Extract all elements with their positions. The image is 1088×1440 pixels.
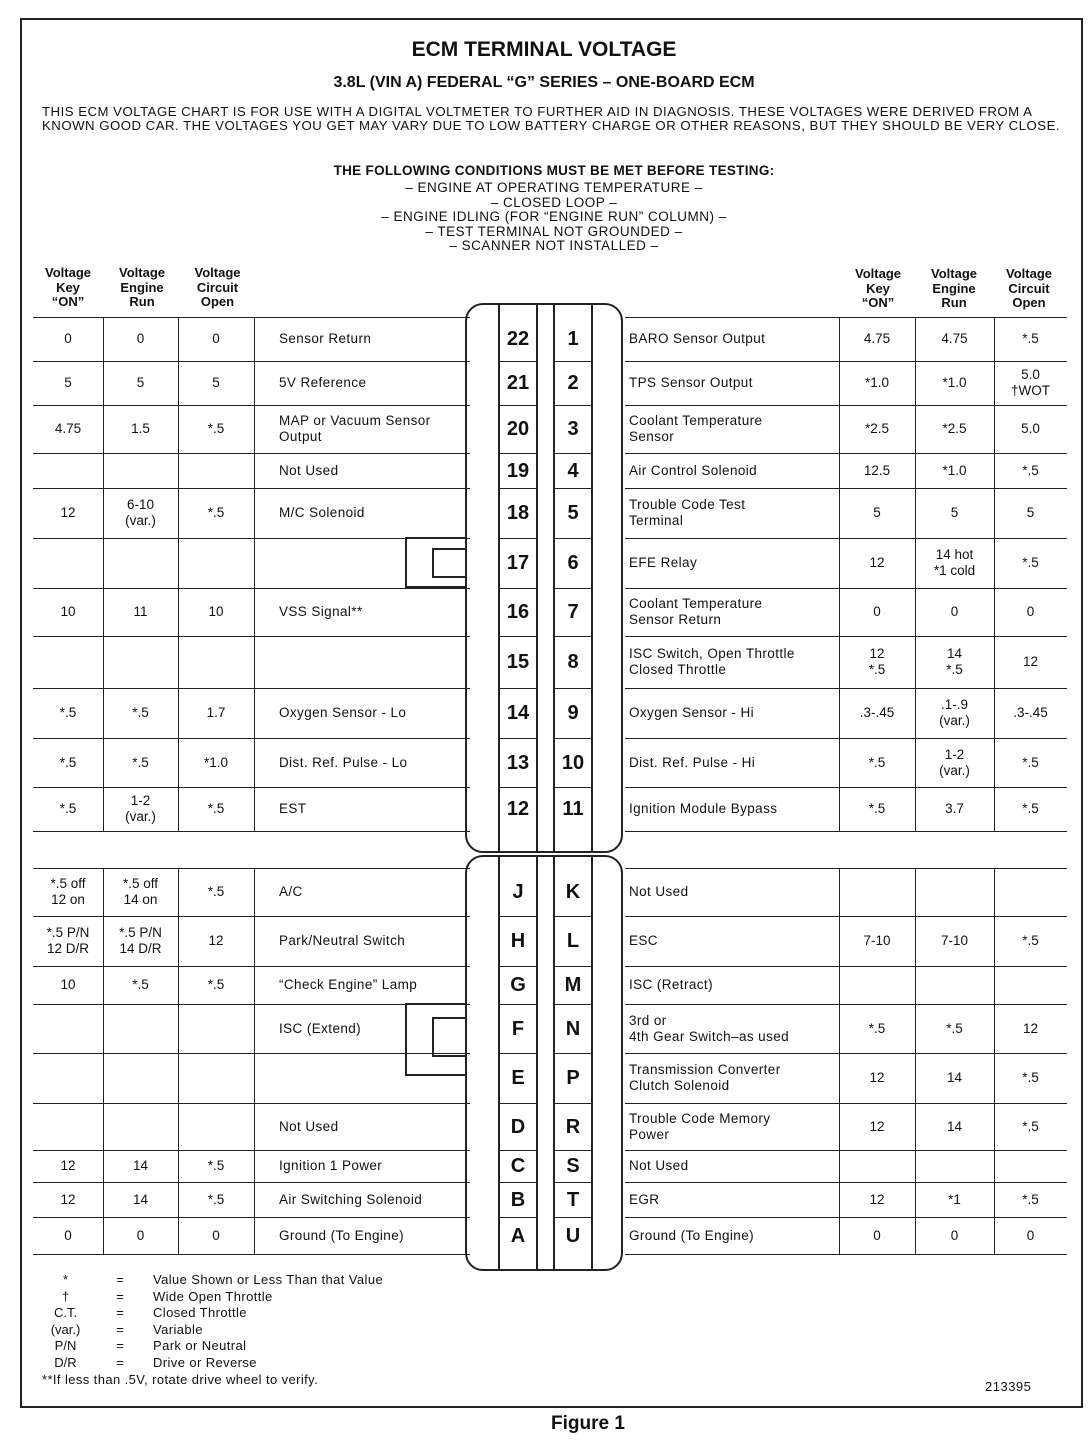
pin-separator — [553, 588, 593, 589]
legend-definition: Value Shown or Less Than that Value — [153, 1272, 384, 1287]
right-voltage-engine-run: *1 — [948, 1191, 961, 1207]
right-pin-label: T — [566, 1188, 580, 1211]
right-pin-label: 10 — [561, 751, 585, 774]
header-right-engine-run: Voltage Engine Run — [931, 266, 977, 310]
left-voltage-key-on: *.5 — [59, 705, 77, 720]
right-voltage-engine-run: 1-2 (var.) — [939, 746, 970, 778]
pin-separator — [553, 787, 593, 788]
ecm-connector-bottom — [465, 855, 623, 1271]
right-voltage-engine-run: .1-.9 (var.) — [939, 697, 970, 728]
left-voltage-engine-run — [103, 538, 178, 588]
legend-definition: Closed Throttle — [153, 1305, 247, 1320]
right-voltage-key-on: *.5 — [868, 754, 886, 770]
pin-separator — [553, 453, 593, 454]
legend-equals: = — [116, 1305, 124, 1320]
right-terminal-description: ISC Switch, Open Throttle Closed Throttle — [629, 646, 795, 677]
right-voltage-key-on: 0 — [873, 604, 881, 619]
legend-definition: Drive or Reverse — [153, 1355, 257, 1370]
right-terminal-description: Coolant Temperature Sensor — [629, 413, 763, 444]
left-pin-label: 16 — [506, 601, 530, 623]
right-terminal-description: Air Control Solenoid — [629, 462, 758, 478]
right-pin-label: L — [566, 930, 580, 952]
pin-separator — [553, 361, 593, 362]
left-voltage-key-on: 12 — [60, 1191, 76, 1207]
left-pin-label: B — [510, 1188, 526, 1211]
left-pin-label: 18 — [506, 502, 530, 524]
left-pin-label: D — [510, 1115, 526, 1138]
row-rule — [625, 1254, 1067, 1255]
right-voltage-circuit-open: 0 — [1026, 1227, 1035, 1243]
left-voltage-key-on: 4.75 — [54, 421, 82, 436]
right-voltage-circuit-open: .3-.45 — [1013, 705, 1048, 720]
left-voltage-circuit-open: 5 — [212, 375, 220, 390]
header-right-circuit-open: Voltage Circuit Open — [1006, 266, 1052, 310]
left-voltage-key-on: 5 — [64, 375, 72, 390]
right-voltage-circuit-open: *.5 — [1022, 462, 1039, 478]
legend-definition: Wide Open Throttle — [153, 1289, 273, 1304]
right-voltage-circuit-open: *.5 — [1022, 555, 1039, 570]
right-voltage-engine-run: *.5 — [946, 1020, 963, 1036]
right-terminal-description: Trouble Code Memory Power — [629, 1110, 771, 1142]
right-terminal-description: Oxygen Sensor - Hi — [629, 705, 754, 720]
right-voltage-key-on: 4.75 — [863, 331, 891, 346]
right-voltage-key-on: 0 — [873, 1227, 881, 1243]
right-pin-label: S — [566, 1155, 580, 1177]
right-pin-label: 2 — [567, 372, 579, 394]
right-terminal-description: Ignition Module Bypass — [629, 801, 778, 816]
legend-equals: = — [116, 1272, 124, 1287]
right-voltage-circuit-open: 12 — [1022, 654, 1039, 669]
left-voltage-engine-run: *.5 — [132, 977, 149, 992]
right-pin-label: K — [565, 881, 581, 903]
right-pin-label: 1 — [567, 328, 579, 350]
left-voltage-circuit-open: *.5 — [207, 1191, 225, 1207]
left-voltage-key-on: *.5 — [59, 801, 77, 816]
right-terminal-description: Coolant Temperature Sensor Return — [629, 596, 763, 627]
left-pin-label: 22 — [506, 328, 530, 350]
right-terminal-description: Not Used — [629, 1158, 689, 1173]
right-terminal-description: Not Used — [629, 884, 689, 899]
pin-separator — [498, 688, 538, 689]
right-terminal-description: Trouble Code Test Terminal — [629, 497, 746, 528]
right-pin-label: 3 — [567, 418, 579, 440]
left-voltage-key-on: 12 — [60, 1158, 76, 1173]
pin-separator — [498, 488, 538, 489]
right-voltage-circuit-open: 5.0 †WOT — [1011, 367, 1050, 398]
right-terminal-description: Dist. Ref. Pulse - Hi — [629, 754, 756, 770]
left-voltage-engine-run: 14 — [132, 1158, 149, 1173]
left-voltage-key-on: 12 — [60, 505, 76, 520]
pin-separator — [498, 1103, 538, 1104]
left-terminal-description: VSS Signal** — [279, 604, 363, 619]
right-voltage-engine-run: 14 *.5 — [946, 646, 963, 677]
right-voltage-engine-run: *1.0 — [942, 462, 967, 478]
left-voltage-key-on — [33, 1053, 103, 1103]
column-rule — [254, 868, 255, 1254]
right-voltage-engine-run — [915, 966, 994, 1004]
right-voltage-key-on: .3-.45 — [859, 705, 895, 720]
right-voltage-key-on — [839, 868, 915, 916]
header-right-key-on: Voltage Key “ON” — [855, 266, 901, 310]
right-voltage-key-on: 12 — [869, 555, 885, 570]
right-voltage-circuit-open: *.5 — [1022, 801, 1039, 816]
right-voltage-engine-run: 14 — [946, 1070, 963, 1085]
pin-separator — [498, 1150, 538, 1151]
left-voltage-engine-run — [103, 1103, 178, 1150]
pin-separator — [498, 1182, 538, 1183]
left-voltage-engine-run: *.5 — [132, 705, 149, 720]
legend-equals: = — [116, 1338, 124, 1353]
header-left-engine-run: Voltage Engine Run — [119, 265, 165, 309]
left-voltage-key-on: 0 — [64, 331, 72, 346]
figure-number: 213395 — [985, 1379, 1032, 1394]
left-terminal-description: EST — [279, 801, 307, 816]
row-rule — [625, 831, 1067, 832]
pin-separator — [553, 688, 593, 689]
left-voltage-circuit-open: 0 — [212, 331, 220, 346]
left-pin-label: 15 — [506, 651, 530, 673]
legend-symbol: (var.) — [50, 1322, 81, 1337]
legend-equals: = — [116, 1322, 124, 1337]
left-voltage-engine-run: 1.5 — [131, 421, 150, 436]
right-voltage-key-on: *.5 — [868, 1020, 886, 1036]
pin-separator — [498, 405, 538, 406]
right-voltage-circuit-open: *.5 — [1022, 1118, 1039, 1134]
left-voltage-engine-run: 0 — [136, 331, 145, 346]
right-voltage-engine-run — [915, 868, 994, 916]
header-left-key-on: Voltage Key “ON” — [45, 265, 91, 309]
right-pin-label: 8 — [567, 651, 579, 673]
left-voltage-circuit-open — [178, 636, 254, 688]
left-terminal-description: ISC (Extend) — [279, 1020, 362, 1036]
condition-line: – ENGINE AT OPERATING TEMPERATURE – — [405, 180, 703, 195]
page-title: ECM TERMINAL VOLTAGE — [411, 38, 677, 61]
left-pin-label: G — [510, 974, 526, 996]
left-voltage-key-on: *.5 — [59, 754, 77, 770]
legend-symbol: D/R — [54, 1355, 77, 1370]
left-voltage-circuit-open — [178, 453, 254, 488]
left-terminal-description: 5V Reference — [279, 375, 367, 390]
left-pin-label: 20 — [506, 418, 530, 440]
pin-separator — [498, 1053, 538, 1054]
right-voltage-engine-run: 14 hot *1 cold — [933, 547, 976, 578]
left-pin-label: 21 — [506, 372, 530, 394]
left-terminal-description: MAP or Vacuum Sensor Output — [279, 413, 431, 444]
pin-separator — [553, 1182, 593, 1183]
left-voltage-key-on: *.5 P/N 12 D/R — [46, 925, 90, 956]
legend-definition: Park or Neutral — [153, 1338, 247, 1353]
left-voltage-key-on: 10 — [60, 604, 76, 619]
condition-line: – CLOSED LOOP – — [490, 195, 618, 210]
right-voltage-key-on: *.5 — [868, 801, 886, 816]
right-voltage-circuit-open: 12 — [1022, 1020, 1039, 1036]
intro-paragraph: THIS ECM VOLTAGE CHART IS FOR USE WITH A DIGITAL VOLTMETER TO FURTHER AID IN DIAGNOSIS. THESE VOLTAGES WERE DERIVED FROM A KNOWN GOOD CAR. THE VOLTAGES YOU GET MAY VARY DUE TO LOW BATTERY CHARGE OR OTHER REASONS, BUT THEY SHOULD BE VERY CLOSE. — [42, 104, 1061, 133]
page-subtitle: 3.8L (VIN A) FEDERAL “G” SERIES – ONE-BOARD ECM — [333, 74, 755, 91]
pin-separator — [498, 1004, 538, 1005]
ecm-connector-top — [465, 303, 623, 853]
right-voltage-key-on: 5 — [873, 505, 881, 520]
right-terminal-description: 3rd or 4th Gear Switch–as used — [629, 1012, 790, 1044]
right-pin-label: P — [566, 1067, 580, 1089]
pin-separator — [553, 1103, 593, 1104]
figure-caption: Figure 1 — [551, 1413, 625, 1434]
left-terminal-description: Ignition 1 Power — [279, 1158, 383, 1173]
right-pin-label: 11 — [562, 798, 584, 820]
right-pin-label: U — [565, 1224, 581, 1247]
left-terminal-description: A/C — [279, 884, 303, 899]
right-terminal-description: TPS Sensor Output — [629, 375, 753, 390]
pin-separator — [498, 453, 538, 454]
left-voltage-circuit-open: 1.7 — [206, 705, 226, 720]
pin-separator — [553, 636, 593, 637]
left-terminal-description: Not Used — [279, 1118, 339, 1134]
left-terminal-description: Air Switching Solenoid — [279, 1191, 423, 1207]
legend-equals: = — [116, 1289, 124, 1304]
left-pin-label: H — [510, 930, 526, 952]
left-voltage-circuit-open: 12 — [208, 933, 224, 948]
pin-separator — [553, 1004, 593, 1005]
right-pin-label: N — [565, 1017, 581, 1040]
left-pin-label: 12 — [506, 798, 530, 820]
right-terminal-description: Transmission Converter Clutch Solenoid — [629, 1062, 781, 1093]
right-pin-label: 5 — [567, 502, 579, 524]
conditions-heading: THE FOLLOWING CONDITIONS MUST BE MET BEFORE TESTING: — [333, 163, 775, 178]
footnote: **If less than .5V, rotate drive wheel to verify. — [42, 1372, 319, 1387]
legend-symbol: C.T. — [53, 1305, 78, 1320]
left-pin-label: 19 — [506, 459, 530, 482]
row-rule — [33, 1254, 470, 1255]
right-pin-label: 9 — [567, 702, 579, 724]
left-voltage-circuit-open — [178, 538, 254, 588]
left-voltage-engine-run: *.5 — [132, 754, 149, 770]
right-pin-label: M — [564, 974, 582, 996]
right-voltage-circuit-open: *.5 — [1022, 933, 1039, 948]
left-terminal-description: Dist. Ref. Pulse - Lo — [279, 754, 408, 770]
right-voltage-engine-run: 0 — [950, 1227, 959, 1243]
left-voltage-circuit-open: *.5 — [207, 884, 225, 899]
pin-separator — [553, 738, 593, 739]
left-voltage-engine-run — [103, 1004, 178, 1053]
left-voltage-key-on — [33, 453, 103, 488]
left-terminal-description: Sensor Return — [279, 331, 372, 346]
right-voltage-circuit-open: *.5 — [1022, 754, 1039, 770]
right-voltage-engine-run — [915, 1150, 994, 1182]
pin-separator — [553, 1217, 593, 1218]
row-rule — [33, 831, 470, 832]
left-voltage-engine-run — [103, 1053, 178, 1103]
legend-symbol: † — [61, 1289, 70, 1304]
left-terminal-description: Ground (To Engine) — [279, 1227, 405, 1243]
pin-separator — [553, 405, 593, 406]
pin-separator — [553, 538, 593, 539]
pin-separator — [498, 738, 538, 739]
right-voltage-circuit-open — [994, 1150, 1067, 1182]
right-pin-label: R — [565, 1115, 581, 1138]
left-voltage-key-on — [33, 538, 103, 588]
condition-line: – SCANNER NOT INSTALLED – — [449, 238, 659, 253]
pin-separator — [553, 488, 593, 489]
left-pin-label: 13 — [506, 751, 530, 774]
left-terminal-description — [279, 1053, 470, 1103]
left-voltage-key-on — [33, 636, 103, 688]
right-terminal-description: BARO Sensor Output — [629, 331, 766, 346]
left-pin-label: E — [511, 1067, 525, 1089]
left-voltage-circuit-open: 10 — [208, 604, 224, 619]
left-voltage-circuit-open — [178, 1004, 254, 1053]
right-terminal-description: ISC (Retract) — [629, 977, 713, 992]
left-terminal-description: Oxygen Sensor - Lo — [279, 705, 407, 720]
left-pin-label: A — [510, 1224, 526, 1247]
left-voltage-key-on: 10 — [60, 977, 76, 992]
left-voltage-engine-run: *.5 P/N 14 D/R — [119, 925, 162, 956]
right-pin-label: 6 — [567, 552, 579, 574]
left-voltage-circuit-open: *1.0 — [203, 754, 229, 770]
condition-line: – TEST TERMINAL NOT GROUNDED – — [425, 224, 683, 239]
pin-separator — [553, 1053, 593, 1054]
pin-separator — [498, 636, 538, 637]
legend-symbol: * — [62, 1272, 69, 1287]
left-voltage-circuit-open: *.5 — [207, 977, 225, 992]
left-voltage-circuit-open: *.5 — [207, 1158, 225, 1173]
right-voltage-circuit-open: 5.0 — [1021, 421, 1040, 436]
left-terminal-description — [279, 538, 470, 588]
left-voltage-circuit-open — [178, 1053, 254, 1103]
left-pin-label: C — [510, 1155, 526, 1177]
right-voltage-key-on: *1.0 — [864, 375, 890, 390]
header-left-circuit-open: Voltage Circuit Open — [194, 265, 241, 309]
left-voltage-circuit-open: *.5 — [207, 505, 225, 520]
right-voltage-engine-run: 0 — [950, 604, 959, 619]
right-terminal-description: Ground (To Engine) — [629, 1227, 755, 1243]
left-pin-label: F — [511, 1017, 525, 1040]
pin-separator — [498, 787, 538, 788]
pin-separator — [498, 1217, 538, 1218]
left-voltage-key-on: *.5 off 12 on — [50, 876, 86, 907]
legend-symbol: P/N — [54, 1338, 77, 1353]
left-voltage-circuit-open: *.5 — [207, 801, 225, 816]
pin-separator — [553, 966, 593, 967]
right-voltage-key-on: 7-10 — [863, 933, 891, 948]
right-voltage-engine-run: 5 — [950, 505, 959, 520]
left-pin-label: 14 — [506, 702, 530, 724]
pin-separator — [553, 916, 593, 917]
left-voltage-key-on — [33, 1103, 103, 1150]
left-terminal-description: M/C Solenoid — [279, 505, 365, 520]
right-voltage-key-on — [839, 966, 915, 1004]
pin-separator — [498, 361, 538, 362]
right-voltage-key-on — [839, 1150, 915, 1182]
left-voltage-engine-run: *.5 off 14 on — [122, 876, 159, 907]
left-voltage-circuit-open — [178, 1103, 254, 1150]
left-voltage-engine-run: 0 — [136, 1227, 145, 1243]
right-voltage-circuit-open — [994, 868, 1067, 916]
right-voltage-circuit-open: *.5 — [1022, 1191, 1039, 1207]
column-rule — [254, 317, 255, 831]
left-pin-label: 17 — [506, 552, 530, 574]
right-pin-label: 4 — [567, 459, 579, 482]
pin-separator — [498, 588, 538, 589]
left-pin-label: J — [512, 881, 524, 903]
pin-separator — [498, 916, 538, 917]
right-voltage-circuit-open: *.5 — [1022, 331, 1039, 346]
left-voltage-key-on — [33, 1004, 103, 1053]
right-voltage-circuit-open: *.5 — [1022, 1070, 1039, 1085]
left-terminal-description — [279, 636, 470, 688]
left-voltage-engine-run: 1-2 (var.) — [125, 793, 156, 824]
right-voltage-engine-run: *2.5 — [942, 421, 967, 436]
right-voltage-key-on: 12 — [869, 1191, 885, 1207]
right-voltage-circuit-open: 0 — [1026, 604, 1035, 619]
left-voltage-engine-run: 5 — [136, 375, 145, 390]
right-voltage-engine-run: *1.0 — [942, 375, 967, 390]
left-voltage-engine-run — [103, 453, 178, 488]
left-voltage-engine-run — [103, 636, 178, 688]
right-voltage-engine-run: 7-10 — [940, 933, 969, 948]
left-terminal-description: Not Used — [279, 462, 339, 478]
left-voltage-engine-run: 14 — [132, 1191, 149, 1207]
pin-separator — [498, 538, 538, 539]
right-terminal-description: EGR — [629, 1191, 660, 1207]
right-voltage-engine-run: 4.75 — [941, 331, 968, 346]
left-voltage-engine-run: 6-10 (var.) — [125, 497, 156, 528]
left-terminal-description: “Check Engine” Lamp — [279, 977, 418, 992]
right-voltage-key-on: 12 — [869, 1118, 885, 1134]
right-voltage-key-on: 12 — [869, 1070, 885, 1085]
left-voltage-circuit-open: 0 — [212, 1227, 220, 1243]
left-voltage-key-on: 0 — [64, 1227, 72, 1243]
legend-definition: Variable — [153, 1322, 203, 1337]
right-voltage-circuit-open — [994, 966, 1067, 1004]
right-pin-label: 7 — [567, 601, 579, 623]
right-voltage-key-on: 12 *.5 — [868, 646, 886, 677]
right-voltage-key-on: *2.5 — [864, 421, 890, 436]
right-terminal-description: ESC — [629, 933, 658, 948]
legend-equals: = — [116, 1355, 124, 1370]
left-voltage-engine-run: 11 — [133, 604, 148, 619]
right-voltage-engine-run: 3.7 — [945, 801, 964, 816]
right-voltage-key-on: 12.5 — [863, 462, 891, 478]
left-terminal-description: Park/Neutral Switch — [279, 933, 406, 948]
condition-line: – ENGINE IDLING (FOR “ENGINE RUN” COLUMN) – — [381, 209, 727, 224]
right-voltage-engine-run: 14 — [946, 1118, 963, 1134]
pin-separator — [553, 1150, 593, 1151]
right-terminal-description: EFE Relay — [629, 555, 698, 570]
left-voltage-circuit-open: *.5 — [207, 421, 225, 436]
pin-separator — [498, 966, 538, 967]
right-voltage-circuit-open: 5 — [1026, 505, 1035, 520]
